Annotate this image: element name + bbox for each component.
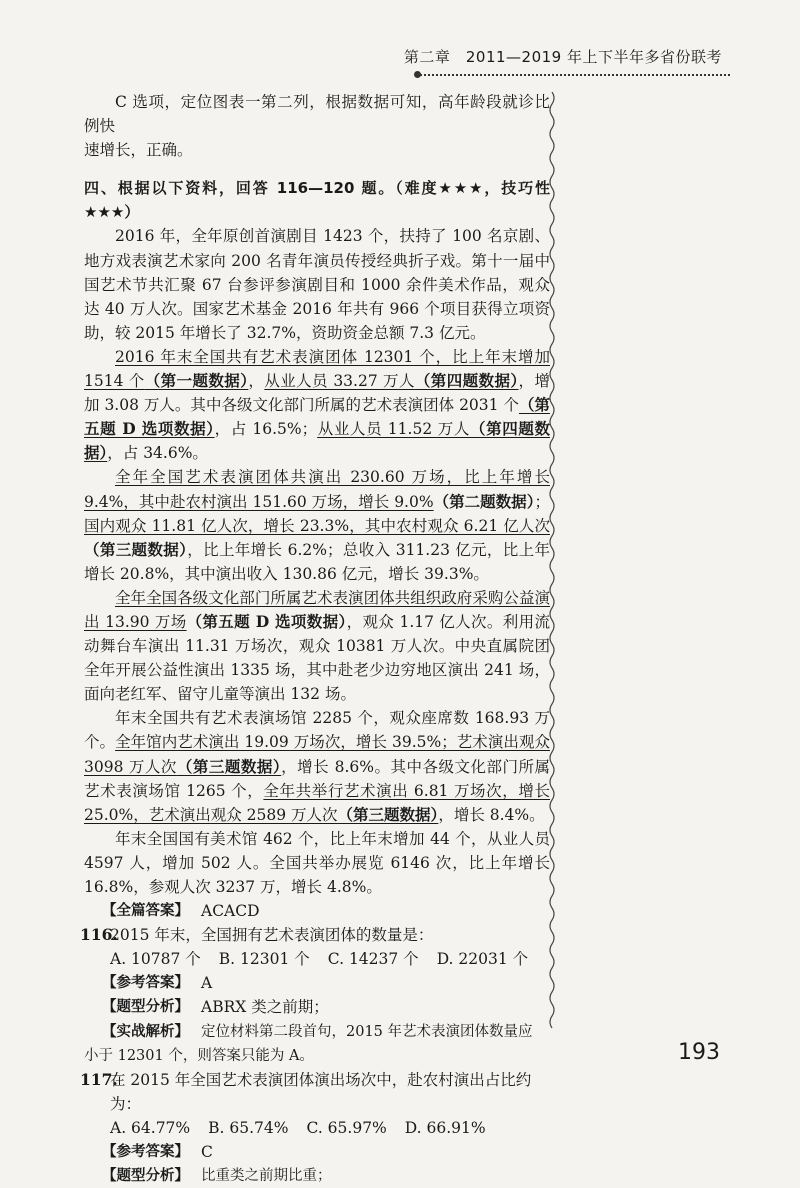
data-note: （第四题数据）	[414, 371, 519, 391]
type-analysis-line	[84, 1164, 550, 1188]
option-d: D. 66.91%	[404, 1118, 486, 1137]
underlined-text: 全年共举行艺术演出 6.81 万场次，增长 25.0%，艺术演出观众 2589 万人次	[84, 781, 550, 824]
reference-answer-tag: 【参考答案】	[102, 1144, 189, 1161]
underlined-text: 从业人员 11.52 万人	[317, 420, 470, 439]
data-note: （第三题数据）	[337, 804, 439, 824]
plain-text: ；	[534, 492, 550, 511]
paragraph-1: 2016 年，全年原创首演剧目 1423 个，扶持了 100 名京剧、地方戏表演艺术家向 200 名青年演员传授经典折子戏。第十一届中国艺术节共汇聚 67 台参评参演剧目和 1000 余件美术作品，观众达 40 万人次。国家艺术基金 2016 年共有 966 个项目获得立项资助，较 2015 年增长了 32.7%，资助资金总额 7.3 亿元。	[84, 227, 550, 342]
data-note: （第三题数据）	[84, 539, 188, 559]
paragraph-3	[84, 465, 550, 585]
intro-line-2: 速增长，正确。	[84, 141, 193, 160]
solution-text: 定位材料第二段首句，2015 年艺术表演团体数量应	[201, 1023, 533, 1040]
data-note: （第五题 D 选项数据）	[84, 395, 550, 439]
page-number: 193	[678, 1040, 720, 1065]
full-answer-line	[84, 899, 550, 923]
reference-answer-value: C	[201, 1143, 213, 1162]
question-text: 2015 年末，全国拥有艺术表演团体的数量是：	[110, 926, 434, 945]
solution-tag: 【实战解析】	[102, 1023, 189, 1040]
plain-text: ，占 34.6%。	[107, 444, 208, 463]
full-answer-value: ACACD	[201, 902, 260, 921]
question-number: 116.	[80, 925, 118, 945]
underlined-text: 2016 年末全国共有艺术表演团体 12301 个，比上年末增加 1514 个	[84, 347, 550, 391]
reference-answer-line	[84, 971, 550, 995]
question-number: 117.	[80, 1069, 118, 1089]
option-a: A. 64.77%	[110, 1118, 191, 1137]
question-text: 在 2015 年全国艺术表演团体演出场次中，赴农村演出占比约为：	[110, 1070, 532, 1113]
reference-answer-tag: 【参考答案】	[102, 975, 189, 992]
paragraph-2	[84, 345, 550, 465]
type-analysis-tag: 【题型分析】	[102, 1168, 189, 1185]
paragraph-4	[84, 586, 550, 706]
question-116-options	[84, 947, 550, 971]
reference-answer-value: A	[201, 974, 213, 993]
paragraph-5	[84, 706, 550, 826]
question-116	[80, 923, 550, 947]
full-answer-tag: 【全篇答案】	[102, 903, 189, 920]
intro-line-1: C 选项，定位图表一第二列，根据数据可知，高年龄段就诊比例快	[84, 93, 550, 136]
data-note: （第四题数据）	[84, 419, 550, 463]
plain-text: ，增加 3.08 万人。其中各级文化部门所属的艺术表演团体 2031 个	[84, 372, 550, 415]
plain-text: ，占 16.5%；	[214, 420, 318, 439]
type-analysis-line	[84, 995, 550, 1019]
paragraph-6: 年末全国国有美术馆 462 个，比上年末增加 44 个，从业人员 4597 人，增加 502 人。全国共举办展览 6146 次，比上年增长 16.8%，参观人次 3237 万，增长 4.8%。	[84, 829, 550, 896]
plain-text: 年末全国共有艺术表演场馆 2285 个，观众座席数 168.93 万个。	[84, 709, 550, 752]
plain-text: ，	[248, 372, 265, 391]
data-note: （第五题 D 选项数据）	[186, 611, 347, 631]
underlined-text: 全年全国各级文化部门所属艺术表演团体共组织政府采购公益演出 13.90 万场	[84, 588, 550, 631]
option-d: D. 22031 个	[436, 950, 529, 969]
plain-text: ，比上年增长 6.2%；总收入 311.23 亿元，比上年增长 20.8%，其中演出收入 130.86 亿元，增长 39.3%。	[84, 540, 550, 583]
running-header	[0, 46, 800, 70]
underlined-text: 国内观众 11.81 亿人次，增长 23.3%，其中农村观众 6.21 亿人次	[84, 516, 550, 535]
reference-answer-line	[84, 1140, 550, 1164]
page-content	[80, 90, 550, 1188]
data-note: （第二题数据）	[433, 491, 535, 511]
header-dotted-rule	[420, 74, 730, 76]
option-b: B. 65.74%	[208, 1118, 289, 1137]
type-analysis-text: ABRX 类之前期；	[201, 998, 329, 1017]
option-b: B. 12301 个	[218, 950, 310, 969]
question-117-options	[84, 1116, 550, 1140]
section-title: 四、根据以下资料，回答 116—120 题。（难度★★★，技巧性★★★）	[84, 179, 550, 222]
underlined-text: 从业人员 33.27 万人	[264, 372, 415, 391]
plain-text: ，增长 8.4%。	[438, 805, 545, 824]
underlined-text: 全年全国艺术表演团体共演出 230.60 万场，比上年增长 9.4%，其中赴农村演出 151.60 万场，增长 9.0%	[84, 468, 550, 511]
data-note: （第一题数据）	[144, 371, 249, 391]
header-title: 第二章 2011—2019 年上下半年多省份联考	[403, 48, 722, 66]
underlined-text: 全年馆内艺术演出 19.09 万场次，增长 39.5%；艺术演出观众 3098 万人次	[84, 733, 550, 776]
plain-text: ，增长 8.6%。其中各级文化部门所属艺术表演场馆 1265 个，	[84, 757, 550, 800]
data-note: （第三题数据）	[176, 756, 282, 776]
option-c: C. 65.97%	[306, 1118, 387, 1137]
solution-text-continued: 小于 12301 个，则答案只能为 A。	[84, 1047, 314, 1064]
solution-line	[84, 1020, 550, 1044]
question-117	[80, 1068, 550, 1116]
option-c: C. 14237 个	[327, 950, 419, 969]
type-analysis-tag: 【题型分析】	[102, 999, 189, 1016]
option-a: A. 10787 个	[110, 950, 201, 969]
plain-text: ，观众 1.17 亿人次。利用流动舞台车演出 11.31 万场次，观众 10381 万人次。中央直属院团全年开展公益性演出 1335 场，其中赴老少边穷地区演出 241 场，面向老红军、留守儿童等演出 132 场。	[84, 612, 550, 704]
type-analysis-text: 比重类之前期比重；	[201, 1168, 332, 1185]
